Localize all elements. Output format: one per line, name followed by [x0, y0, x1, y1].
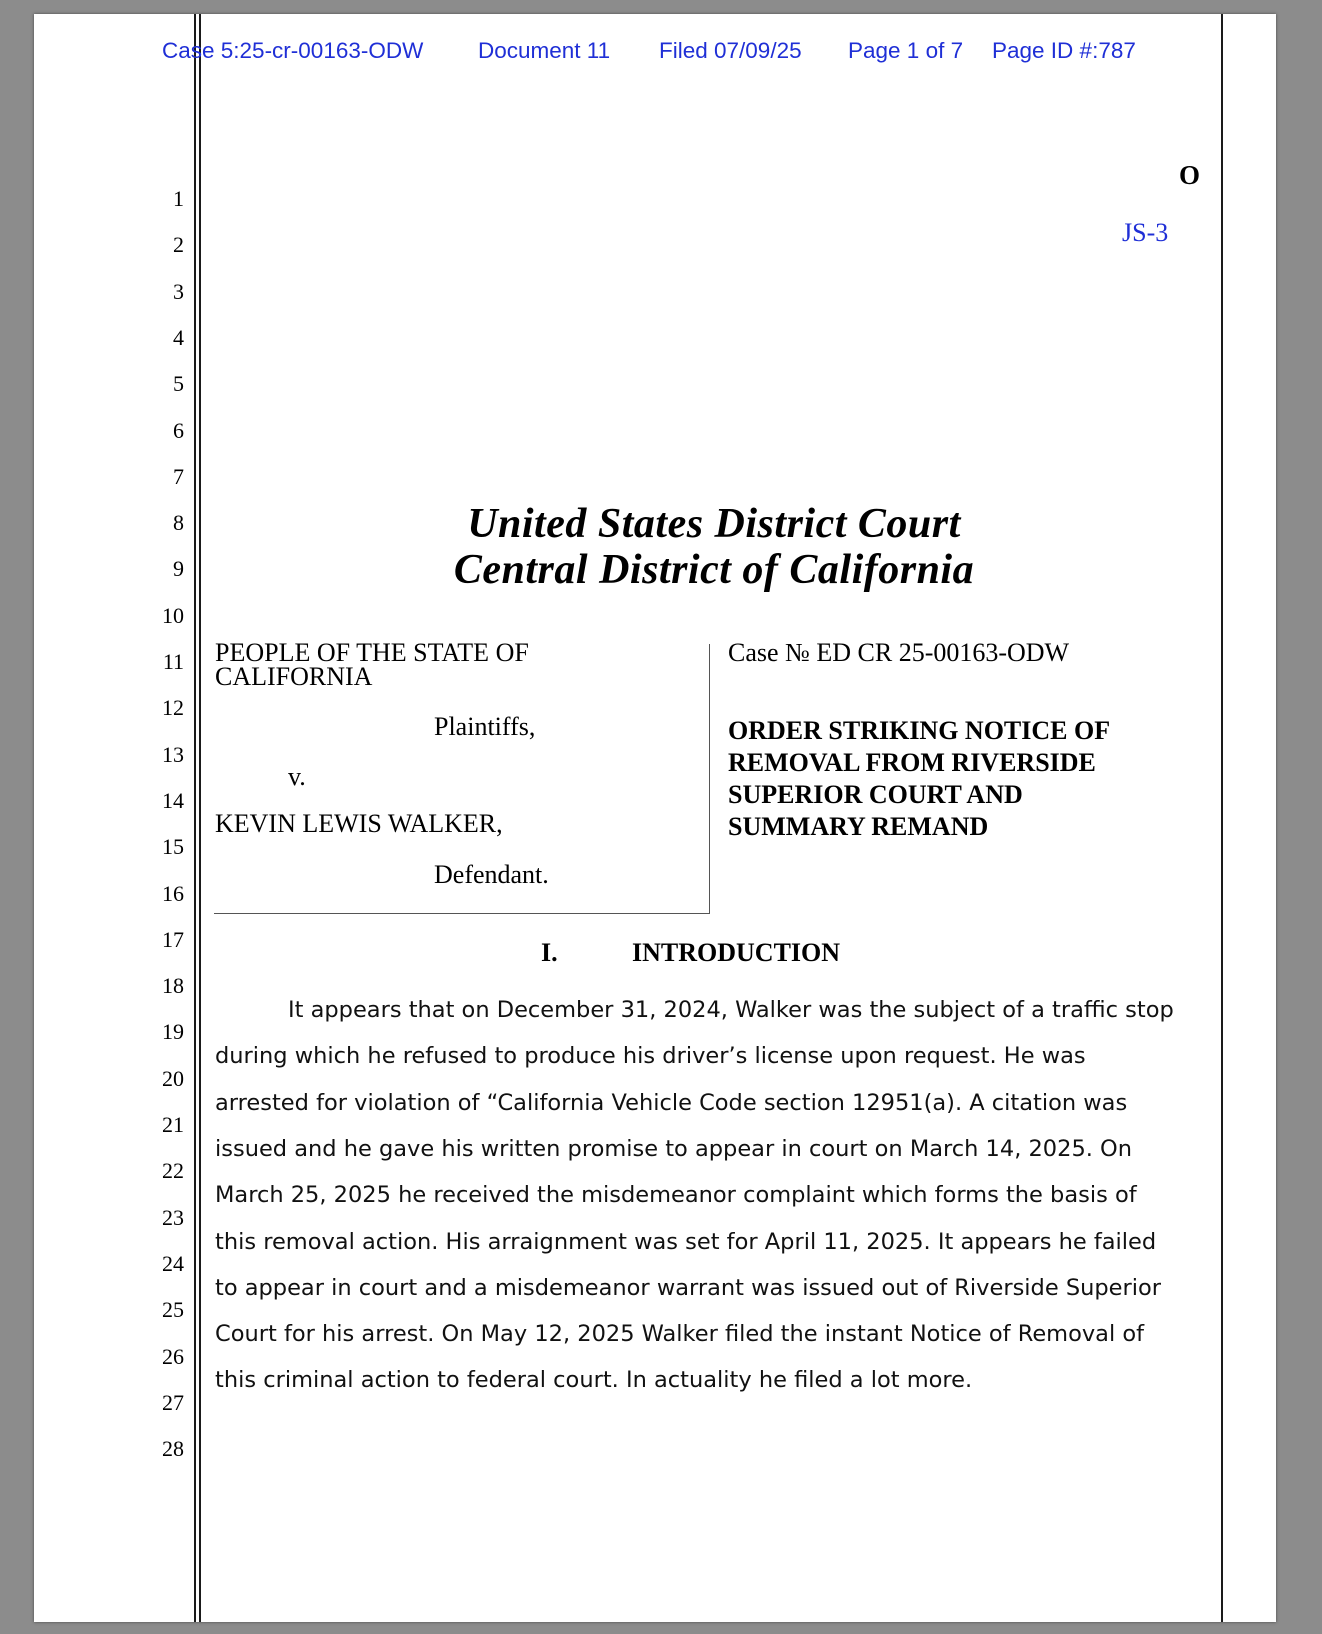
line-number: 12: [162, 695, 184, 721]
header-case: Case 5:25-cr-00163-ODW: [162, 38, 424, 63]
body-line: issued and he gave his written promise to appear in court on March 14, 2025. On: [215, 1135, 1133, 1162]
header-page: Page 1 of 7: [848, 38, 964, 63]
margin-rule-right: [1221, 14, 1223, 1622]
body-line: during which he refused to produce his driver’s license upon request. He was: [215, 1043, 1086, 1070]
body-line: this removal action. His arraignment was set for April 11, 2025. It appears he failed: [215, 1228, 1157, 1255]
line-number: 19: [162, 1019, 184, 1045]
defendant-name: KEVIN LEWIS WALKER,: [215, 809, 503, 838]
order-title-line: SUPERIOR COURT AND: [728, 780, 1023, 809]
line-number: 18: [162, 973, 184, 999]
section-number: I.: [541, 938, 558, 967]
line-number: 11: [162, 649, 184, 674]
court-name-line2: Central District of California: [453, 547, 975, 593]
body-line: Court for his arrest. On May 12, 2025 Walker filed the instant Notice of Removal of: [215, 1321, 1145, 1348]
order-title-line: REMOVAL FROM RIVERSIDE: [728, 748, 1096, 777]
caption-right-rule: [709, 644, 710, 914]
margin-rule-left-inner: [199, 14, 201, 1622]
body-line: this criminal action to federal court. In actuality he filed a lot more.: [215, 1367, 973, 1394]
line-number: 10: [162, 602, 184, 628]
line-number: 8: [173, 510, 184, 536]
court-name-line1: United States District Court: [467, 501, 961, 547]
line-number: 28: [162, 1436, 184, 1462]
line-number: 20: [162, 1065, 184, 1091]
js-mark: JS-3: [1122, 218, 1169, 247]
line-number: 27: [162, 1389, 184, 1415]
line-number: 2: [173, 232, 184, 258]
header-page-id: Page ID #:787: [992, 38, 1136, 63]
case-number: Case № ED CR 25-00163-ODW: [728, 638, 1070, 667]
line-number: 7: [173, 463, 184, 489]
body-line: to appear in court and a misdemeanor warrant was issued out of Riverside Superior: [215, 1274, 1162, 1301]
line-number: 26: [162, 1343, 184, 1369]
header-document: Document 11: [478, 38, 611, 63]
line-number: 24: [162, 1250, 184, 1276]
versus: v.: [288, 762, 306, 791]
order-title-line: ORDER STRIKING NOTICE OF: [728, 716, 1111, 745]
line-number: 13: [162, 741, 184, 767]
body-line: March 25, 2025 he received the misdemeanor complaint which forms the basis of: [215, 1182, 1137, 1209]
line-number: 1: [173, 186, 184, 211]
defendant-role: Defendant.: [434, 860, 549, 889]
line-number: 21: [162, 1112, 184, 1137]
plaintiff-line1: PEOPLE OF THE STATE OF: [215, 638, 529, 667]
body-line: It appears that on December 31, 2024, Walker was the subject of a traffic stop: [288, 997, 1174, 1023]
order-mark: O: [1178, 160, 1200, 190]
line-number: 6: [173, 417, 184, 443]
line-number: 4: [173, 324, 184, 350]
plaintiff-line2: CALIFORNIA: [215, 662, 373, 691]
caption-bottom-rule: [214, 913, 710, 914]
line-number: 14: [162, 787, 184, 813]
header-filed: Filed 07/09/25: [659, 38, 802, 63]
order-title-line: SUMMARY REMAND: [728, 812, 989, 841]
document-page: [34, 14, 1276, 1622]
line-number: 22: [162, 1158, 184, 1184]
body-line: arrested for violation of “California Vehicle Code section 12951(a). A citation was: [215, 1089, 1128, 1116]
section-title: INTRODUCTION: [632, 938, 841, 967]
plaintiff-role: Plaintiffs,: [434, 712, 536, 741]
line-number: 25: [162, 1297, 184, 1323]
line-number: 17: [162, 926, 184, 952]
line-number: 5: [173, 371, 184, 397]
line-number: 15: [162, 834, 184, 860]
line-number: 3: [173, 278, 184, 304]
line-number: 23: [162, 1204, 184, 1230]
margin-rule-left-outer: [194, 14, 196, 1622]
line-number: 16: [162, 880, 184, 906]
line-number: 9: [173, 556, 184, 582]
